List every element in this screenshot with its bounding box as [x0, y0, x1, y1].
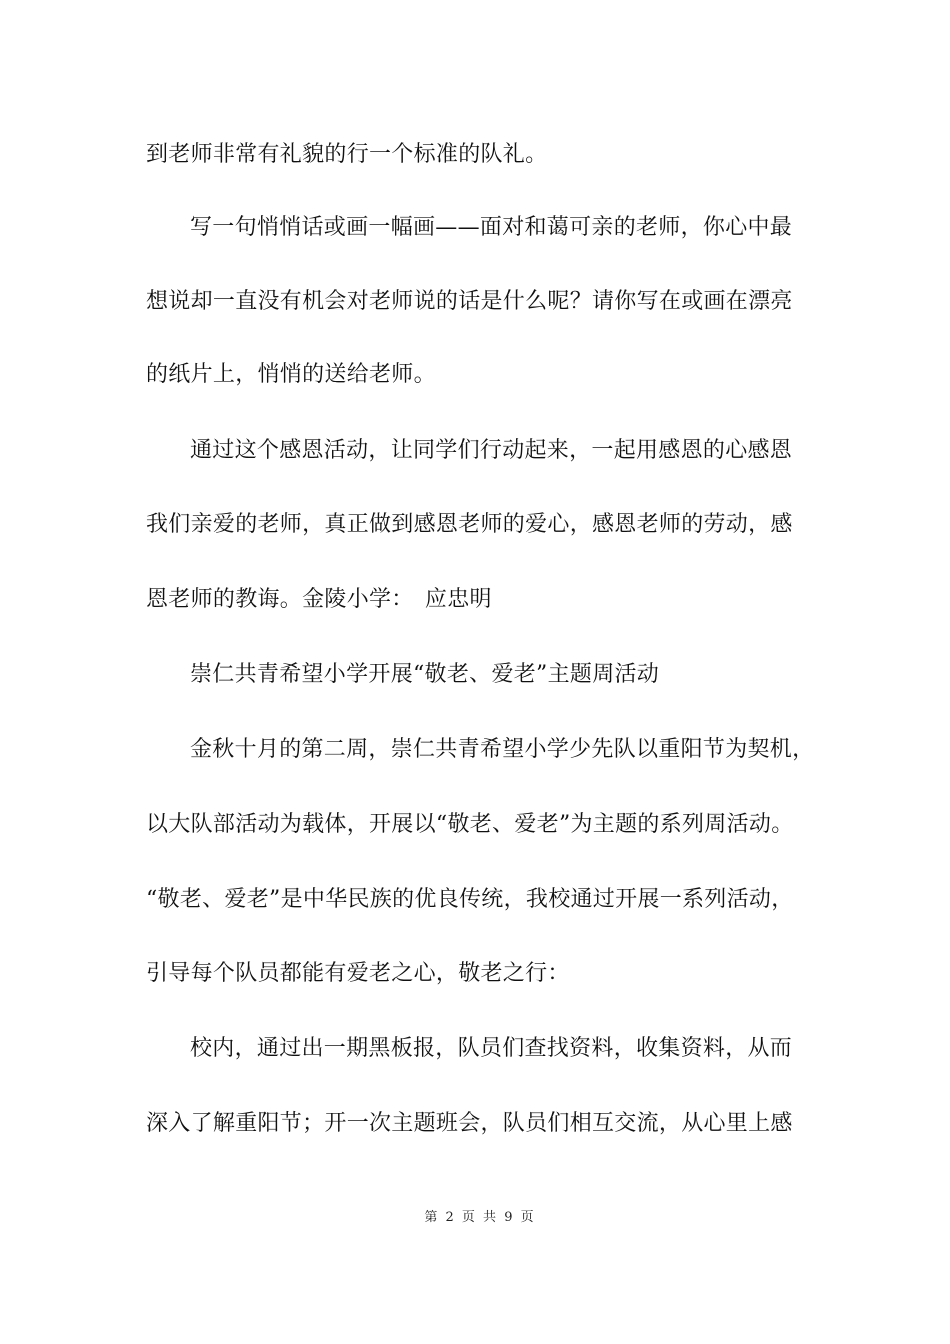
- text-line-12: 引导每个队员都能有爱老之心，敬老之行：: [146, 961, 570, 986]
- text-line-6: 我们亲爱的老师，真正做到感恩老师的爱心，感恩老师的劳动，感: [146, 512, 793, 537]
- text-line-13: 校内，通过出一期黑板报，队员们查找资料，收集资料，从而: [190, 1036, 793, 1061]
- text-line-1: 到老师非常有礼貌的行一个标准的队礼。: [146, 142, 548, 167]
- text-line-2: 写一句悄悄话或画一幅画——面对和蔼可亲的老师，你心中最: [190, 215, 793, 240]
- text-line-5: 通过这个感恩活动，让同学们行动起来，一起用感恩的心感恩: [190, 438, 793, 463]
- page-number-footer: 第 2 页 共 9 页: [424, 1210, 536, 1225]
- section-heading: 崇仁共青希望小学开展“敬老、爱老”主题周活动: [190, 662, 660, 687]
- text-line-9: 金秋十月的第二周，崇仁共青希望小学少先队以重阳节为契机，: [190, 737, 815, 762]
- text-line-3: 想说却一直没有机会对老师说的话是什么呢？请你写在或画在漂亮: [146, 289, 793, 314]
- text-line-4: 的纸片上，悄悄的送给老师。: [146, 362, 436, 387]
- text-line-11: “敬老、爱老”是中华民族的优良传统，我校通过开展一系列活动，: [146, 887, 794, 912]
- text-line-10: 以大队部活动为载体，开展以“敬老、爱老”为主题的系列周活动。: [146, 812, 794, 837]
- text-line-14: 深入了解重阳节；开一次主题班会，队员们相互交流，从心里上感: [146, 1111, 793, 1136]
- text-line-7: 恩老师的教诲。金陵小学： 应忠明: [146, 587, 492, 612]
